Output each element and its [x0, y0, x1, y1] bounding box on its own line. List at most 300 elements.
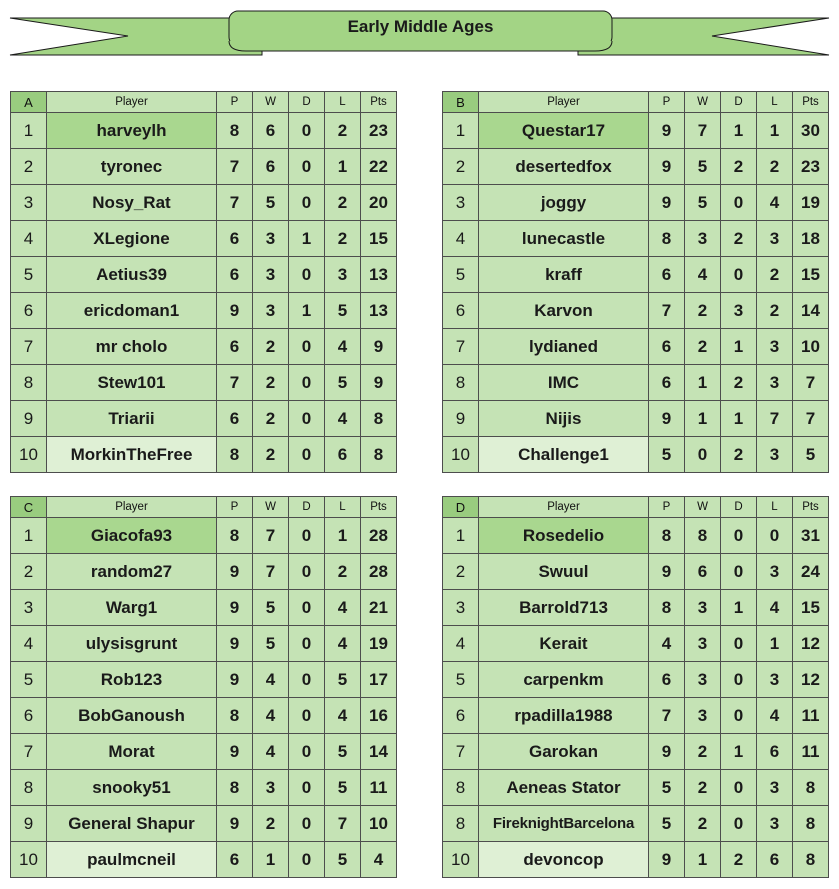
stat-p: 9 [217, 806, 253, 842]
player-name: Stew101 [47, 365, 217, 401]
player-name: rpadilla1988 [479, 698, 649, 734]
stat-pts: 16 [361, 698, 397, 734]
stat-p: 8 [649, 221, 685, 257]
player-name: lydianed [479, 329, 649, 365]
stat-w: 3 [685, 662, 721, 698]
stat-w: 3 [253, 257, 289, 293]
stat-pts: 4 [361, 842, 397, 878]
column-header-player: Player [47, 497, 217, 518]
stat-l: 4 [325, 329, 361, 365]
stat-w: 3 [253, 221, 289, 257]
position-cell: 1 [443, 113, 479, 149]
stat-p: 7 [649, 698, 685, 734]
stat-w: 6 [253, 113, 289, 149]
player-name: Nosy_Rat [47, 185, 217, 221]
table-row [443, 518, 829, 554]
stat-w: 2 [685, 734, 721, 770]
stat-p: 8 [217, 113, 253, 149]
stat-p: 5 [649, 437, 685, 473]
column-header-pts: Pts [361, 497, 397, 518]
player-name: ericdoman1 [47, 293, 217, 329]
table-row [11, 626, 397, 662]
table-row [11, 365, 397, 401]
stat-pts: 19 [361, 626, 397, 662]
table-row [443, 590, 829, 626]
stat-p: 5 [649, 770, 685, 806]
position-cell: 8 [443, 770, 479, 806]
position-cell: 2 [443, 554, 479, 590]
stat-pts: 18 [793, 221, 829, 257]
stat-d: 0 [721, 257, 757, 293]
stat-l: 5 [325, 662, 361, 698]
stat-p: 9 [217, 734, 253, 770]
stat-d: 0 [289, 149, 325, 185]
stat-d: 1 [289, 293, 325, 329]
stat-p: 8 [649, 590, 685, 626]
position-cell: 10 [443, 842, 479, 878]
table-row [443, 698, 829, 734]
column-header-p: P [217, 497, 253, 518]
column-header-p: P [649, 497, 685, 518]
table-row [443, 437, 829, 473]
stat-p: 9 [217, 590, 253, 626]
stat-d: 0 [721, 185, 757, 221]
stat-l: 6 [325, 437, 361, 473]
player-name: Questar17 [479, 113, 649, 149]
table-row [11, 257, 397, 293]
stat-d: 1 [721, 734, 757, 770]
stat-p: 9 [649, 149, 685, 185]
stat-l: 3 [757, 806, 793, 842]
stat-l: 7 [325, 806, 361, 842]
table-row [443, 734, 829, 770]
stat-p: 7 [217, 365, 253, 401]
stat-w: 5 [685, 185, 721, 221]
group-a-table [10, 91, 397, 473]
stat-d: 0 [289, 626, 325, 662]
column-header-d: D [289, 92, 325, 113]
stat-w: 2 [685, 329, 721, 365]
stat-d: 0 [289, 257, 325, 293]
stat-w: 0 [685, 437, 721, 473]
position-cell: 2 [11, 149, 47, 185]
group-letter: C [11, 497, 47, 518]
stat-pts: 14 [793, 293, 829, 329]
stat-d: 0 [289, 554, 325, 590]
position-cell: 3 [11, 590, 47, 626]
stat-l: 4 [757, 698, 793, 734]
player-name: Barrold713 [479, 590, 649, 626]
stat-pts: 12 [793, 626, 829, 662]
group-c-table [10, 496, 397, 878]
position-cell: 1 [443, 518, 479, 554]
position-cell: 7 [11, 734, 47, 770]
column-header-pts: Pts [361, 92, 397, 113]
group-b-table [442, 91, 829, 473]
table-row [11, 293, 397, 329]
column-header-l: L [325, 497, 361, 518]
stat-pts: 21 [361, 590, 397, 626]
stat-l: 2 [325, 185, 361, 221]
column-header-player: Player [47, 92, 217, 113]
stat-pts: 28 [361, 518, 397, 554]
table-row [11, 698, 397, 734]
player-name: XLegione [47, 221, 217, 257]
stat-l: 5 [325, 770, 361, 806]
player-name: Karvon [479, 293, 649, 329]
stat-pts: 8 [361, 401, 397, 437]
player-name: FireknightBarcelona [479, 806, 649, 842]
stat-d: 0 [289, 590, 325, 626]
column-header-p: P [649, 92, 685, 113]
position-cell: 4 [11, 221, 47, 257]
stat-d: 2 [721, 365, 757, 401]
position-cell: 9 [11, 401, 47, 437]
stat-p: 7 [649, 293, 685, 329]
stat-p: 8 [217, 770, 253, 806]
group-letter: A [11, 92, 47, 113]
stat-w: 6 [253, 149, 289, 185]
position-cell: 8 [11, 365, 47, 401]
stat-l: 5 [325, 293, 361, 329]
player-name: Nijis [479, 401, 649, 437]
position-cell: 2 [443, 149, 479, 185]
position-cell: 1 [11, 518, 47, 554]
stat-d: 0 [289, 113, 325, 149]
stat-w: 2 [253, 365, 289, 401]
table-row [443, 662, 829, 698]
position-cell: 8 [443, 365, 479, 401]
stat-pts: 22 [361, 149, 397, 185]
table-row [11, 437, 397, 473]
stat-d: 0 [289, 437, 325, 473]
table-row [443, 806, 829, 842]
stat-pts: 23 [793, 149, 829, 185]
stat-l: 4 [325, 590, 361, 626]
column-header-l: L [325, 92, 361, 113]
stat-pts: 10 [793, 329, 829, 365]
stat-w: 2 [253, 437, 289, 473]
player-name: ulysisgrunt [47, 626, 217, 662]
stat-d: 2 [721, 437, 757, 473]
stat-p: 6 [649, 329, 685, 365]
stat-w: 5 [253, 590, 289, 626]
stat-l: 3 [757, 329, 793, 365]
table-row [11, 221, 397, 257]
stat-w: 5 [685, 149, 721, 185]
stat-p: 9 [649, 185, 685, 221]
player-name: Morat [47, 734, 217, 770]
stat-w: 3 [685, 626, 721, 662]
stat-l: 3 [757, 554, 793, 590]
stat-pts: 8 [361, 437, 397, 473]
position-cell: 5 [443, 257, 479, 293]
stat-l: 7 [757, 401, 793, 437]
column-header-w: W [685, 92, 721, 113]
table-row [11, 770, 397, 806]
column-header-pts: Pts [793, 497, 829, 518]
position-cell: 6 [443, 293, 479, 329]
stat-pts: 11 [793, 698, 829, 734]
stat-pts: 8 [793, 842, 829, 878]
stat-d: 0 [289, 401, 325, 437]
stat-l: 1 [325, 518, 361, 554]
position-cell: 8 [443, 806, 479, 842]
stat-w: 1 [685, 842, 721, 878]
stat-p: 9 [217, 626, 253, 662]
stat-w: 2 [685, 293, 721, 329]
stat-l: 1 [757, 626, 793, 662]
position-cell: 8 [11, 770, 47, 806]
stat-w: 7 [253, 554, 289, 590]
banner-ribbon-left [10, 18, 262, 55]
position-cell: 4 [443, 626, 479, 662]
stat-d: 0 [289, 698, 325, 734]
stat-d: 0 [721, 626, 757, 662]
table-row [11, 842, 397, 878]
table-row [11, 113, 397, 149]
page-title: Early Middle Ages [347, 17, 494, 36]
stat-pts: 10 [361, 806, 397, 842]
stat-pts: 15 [793, 590, 829, 626]
player-name: random27 [47, 554, 217, 590]
stat-l: 1 [325, 149, 361, 185]
table-row [443, 329, 829, 365]
stat-w: 2 [685, 770, 721, 806]
stat-d: 0 [289, 734, 325, 770]
stat-p: 9 [649, 401, 685, 437]
stat-p: 8 [649, 518, 685, 554]
stat-w: 3 [253, 293, 289, 329]
position-cell: 2 [11, 554, 47, 590]
stat-w: 1 [685, 365, 721, 401]
stat-p: 6 [649, 365, 685, 401]
player-name: Warg1 [47, 590, 217, 626]
stat-l: 2 [325, 113, 361, 149]
stat-d: 1 [721, 590, 757, 626]
position-cell: 6 [11, 698, 47, 734]
header-row [443, 92, 829, 113]
stat-pts: 23 [361, 113, 397, 149]
stat-l: 4 [325, 401, 361, 437]
column-header-w: W [685, 497, 721, 518]
stat-l: 5 [325, 365, 361, 401]
header-row [443, 497, 829, 518]
table-row [11, 518, 397, 554]
position-cell: 9 [11, 806, 47, 842]
player-name: snooky51 [47, 770, 217, 806]
stat-p: 9 [649, 842, 685, 878]
table-row [443, 221, 829, 257]
table-row [443, 293, 829, 329]
stat-w: 5 [253, 626, 289, 662]
stat-pts: 8 [793, 770, 829, 806]
table-row [11, 590, 397, 626]
column-header-d: D [721, 497, 757, 518]
banner-ribbon-right [578, 18, 829, 55]
header-row [11, 92, 397, 113]
stat-d: 0 [289, 806, 325, 842]
table-row [443, 842, 829, 878]
stat-d: 2 [721, 149, 757, 185]
player-name: Garokan [479, 734, 649, 770]
column-header-d: D [289, 497, 325, 518]
stat-p: 8 [217, 518, 253, 554]
player-name: Challenge1 [479, 437, 649, 473]
position-cell: 5 [11, 257, 47, 293]
position-cell: 1 [11, 113, 47, 149]
stat-pts: 31 [793, 518, 829, 554]
stat-l: 3 [757, 770, 793, 806]
stat-l: 4 [325, 698, 361, 734]
player-name: General Shapur [47, 806, 217, 842]
stat-p: 6 [217, 401, 253, 437]
stat-d: 0 [289, 185, 325, 221]
table-row [443, 113, 829, 149]
stat-p: 6 [217, 257, 253, 293]
stat-w: 4 [253, 662, 289, 698]
stat-l: 0 [757, 518, 793, 554]
stat-d: 2 [721, 842, 757, 878]
player-name: Aeneas Stator [479, 770, 649, 806]
stat-p: 9 [649, 734, 685, 770]
stat-pts: 28 [361, 554, 397, 590]
player-name: Kerait [479, 626, 649, 662]
table-row [443, 365, 829, 401]
stat-d: 0 [721, 770, 757, 806]
stat-d: 0 [289, 662, 325, 698]
player-name: Rob123 [47, 662, 217, 698]
position-cell: 9 [443, 401, 479, 437]
table-row [11, 401, 397, 437]
stat-w: 7 [685, 113, 721, 149]
stat-w: 5 [253, 185, 289, 221]
stat-pts: 14 [361, 734, 397, 770]
player-name: IMC [479, 365, 649, 401]
stat-l: 5 [325, 734, 361, 770]
player-name: harveylh [47, 113, 217, 149]
stat-pts: 30 [793, 113, 829, 149]
stat-pts: 20 [361, 185, 397, 221]
stat-w: 2 [253, 401, 289, 437]
stat-p: 6 [649, 662, 685, 698]
table-row [443, 401, 829, 437]
stat-pts: 24 [793, 554, 829, 590]
stat-w: 1 [685, 401, 721, 437]
column-header-w: W [253, 92, 289, 113]
stat-d: 0 [721, 662, 757, 698]
stat-w: 6 [685, 554, 721, 590]
column-header-p: P [217, 92, 253, 113]
table-row [443, 626, 829, 662]
stat-p: 9 [649, 113, 685, 149]
stat-pts: 15 [793, 257, 829, 293]
position-cell: 10 [443, 437, 479, 473]
stat-pts: 15 [361, 221, 397, 257]
stat-w: 7 [253, 518, 289, 554]
player-name: carpenkm [479, 662, 649, 698]
stat-d: 0 [289, 842, 325, 878]
header-row [11, 497, 397, 518]
stat-w: 4 [685, 257, 721, 293]
table-row [11, 554, 397, 590]
stat-pts: 9 [361, 329, 397, 365]
stat-w: 4 [253, 734, 289, 770]
stat-p: 8 [217, 437, 253, 473]
column-header-l: L [757, 92, 793, 113]
stat-pts: 11 [793, 734, 829, 770]
stat-l: 1 [757, 113, 793, 149]
stat-d: 0 [721, 518, 757, 554]
table-row [11, 185, 397, 221]
stat-d: 0 [721, 806, 757, 842]
position-cell: 6 [443, 698, 479, 734]
stat-l: 3 [757, 221, 793, 257]
stat-l: 3 [757, 437, 793, 473]
stat-l: 5 [325, 842, 361, 878]
stat-pts: 5 [793, 437, 829, 473]
stat-pts: 7 [793, 365, 829, 401]
player-name: MorkinTheFree [47, 437, 217, 473]
stat-d: 1 [289, 221, 325, 257]
position-cell: 10 [11, 842, 47, 878]
stat-l: 4 [757, 590, 793, 626]
position-cell: 4 [443, 221, 479, 257]
stat-d: 3 [721, 293, 757, 329]
stat-pts: 17 [361, 662, 397, 698]
banner-curl [229, 41, 612, 51]
stat-p: 7 [217, 149, 253, 185]
position-cell: 6 [11, 293, 47, 329]
stat-p: 6 [217, 842, 253, 878]
player-name: joggy [479, 185, 649, 221]
player-name: mr cholo [47, 329, 217, 365]
stat-d: 1 [721, 329, 757, 365]
stat-l: 3 [757, 662, 793, 698]
stat-w: 1 [253, 842, 289, 878]
stat-p: 9 [217, 554, 253, 590]
stat-w: 4 [253, 698, 289, 734]
stat-p: 6 [217, 329, 253, 365]
player-name: lunecastle [479, 221, 649, 257]
table-row [443, 149, 829, 185]
player-name: devoncop [479, 842, 649, 878]
stat-l: 2 [325, 554, 361, 590]
stat-l: 3 [325, 257, 361, 293]
position-cell: 3 [443, 590, 479, 626]
group-d-table [442, 496, 829, 878]
stat-p: 4 [649, 626, 685, 662]
column-header-player: Player [479, 92, 649, 113]
table-row [11, 329, 397, 365]
stat-d: 0 [721, 554, 757, 590]
stat-p: 9 [217, 293, 253, 329]
player-name: desertedfox [479, 149, 649, 185]
stat-p: 6 [217, 221, 253, 257]
table-row [11, 734, 397, 770]
stat-l: 2 [325, 221, 361, 257]
column-header-w: W [253, 497, 289, 518]
table-row [11, 149, 397, 185]
stat-w: 2 [253, 806, 289, 842]
stat-pts: 19 [793, 185, 829, 221]
player-name: Giacofa93 [47, 518, 217, 554]
stat-d: 0 [289, 770, 325, 806]
stat-d: 0 [289, 329, 325, 365]
table-row [443, 185, 829, 221]
player-name: paulmcneil [47, 842, 217, 878]
column-header-player: Player [479, 497, 649, 518]
